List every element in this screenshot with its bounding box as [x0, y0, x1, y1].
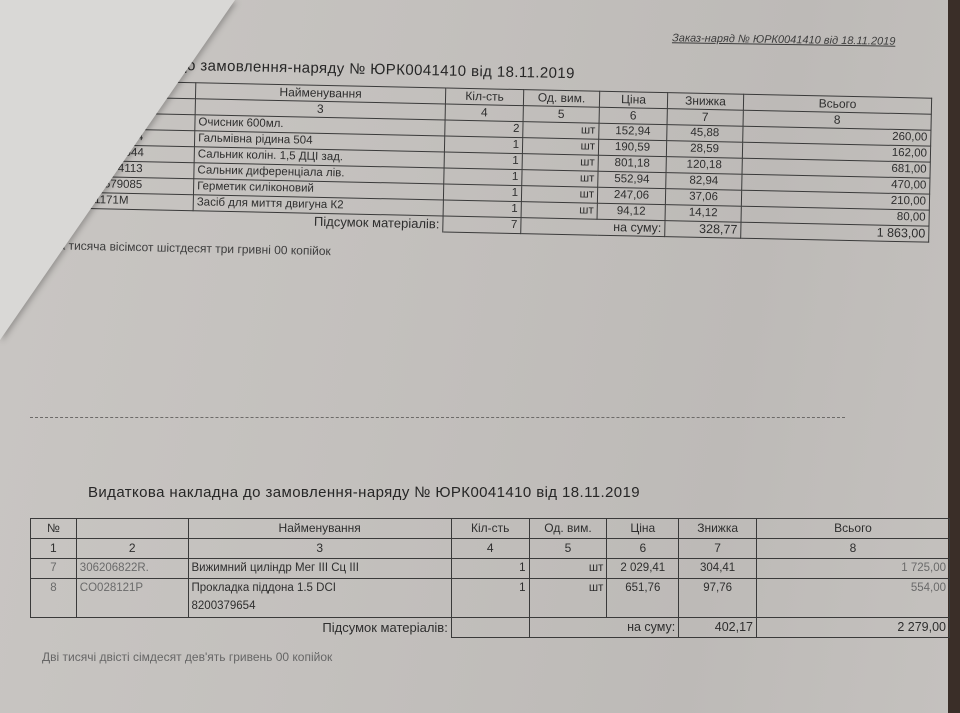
row-discount: 304,41 [679, 559, 757, 579]
lower-invoice-table [30, 518, 950, 638]
header-name: Найменування [188, 519, 451, 539]
row-qty: 1 [444, 152, 522, 170]
row-unit: шт [529, 559, 607, 579]
row-name: Герметик силіконовий [193, 179, 443, 200]
row-price: 190,59 [598, 139, 666, 156]
row-no: 3 [38, 143, 76, 160]
row-code: CO028121P [76, 579, 188, 618]
col-num: 8 [743, 110, 931, 130]
row-code: 61170914 [77, 112, 195, 130]
row-unit: шт [521, 186, 597, 204]
row-name: Гальмівна рідина 504 [194, 131, 444, 152]
row-price: 2 029,41 [607, 559, 679, 579]
header-code [76, 519, 188, 539]
header-discount: Знижка [667, 93, 743, 111]
row-no: 5 [37, 175, 75, 192]
row-qty: 2 [445, 120, 523, 138]
row-discount: 45,88 [667, 125, 743, 143]
row-name: Засіб для миття двигуна К2 [193, 195, 443, 216]
row-total: 470,00 [742, 174, 930, 194]
row-discount: 82,94 [666, 173, 742, 191]
summary-total: 1 863,00 [741, 222, 929, 242]
row-name: Вижимний циліндр Мег III Сц III [188, 559, 451, 579]
col-num: 1 [31, 539, 77, 559]
row-name-line2: 8200379654 [191, 600, 256, 612]
row-unit: шт [521, 202, 597, 220]
lower-invoice-title: Видаткова накладна до замовлення-наряду № ЮРК0041410 від 18.11.2019 [88, 484, 640, 501]
header-cat-no: № кат. [40, 80, 196, 99]
summary-row [31, 618, 950, 638]
row-unit: шт [522, 154, 598, 172]
col-num: 7 [667, 109, 743, 127]
summary-qty: 7 [443, 216, 521, 234]
row-no: 2 [38, 127, 76, 144]
row-unit: шт [529, 579, 607, 618]
row-name: Сальник диференціала лів. [194, 163, 444, 184]
summary-sum-label: на суму: [521, 218, 665, 237]
table-header-row [31, 519, 950, 539]
header-unit: Од. вим. [529, 519, 607, 539]
header-price: Ціна [607, 519, 679, 539]
row-qty: 1 [444, 136, 522, 154]
row-no: 4 [38, 159, 76, 176]
row-discount: 14,12 [665, 205, 741, 223]
upper-invoice-title: ткова накладна до замовлення-наряду № ЮРК0041410 від 18.11.2019 [59, 54, 575, 83]
table-row [31, 559, 950, 579]
lower-invoice [30, 484, 950, 664]
row-unit: шт [523, 122, 599, 140]
row-code: 7701473544 [76, 144, 194, 162]
col-num: 2 [39, 96, 195, 115]
col-num: 6 [599, 107, 667, 124]
table-row [31, 579, 950, 618]
row-discount: 28,59 [666, 141, 742, 159]
row-name-line1: Прокладка піддона 1.5 DCI [191, 582, 336, 594]
row-code: 306206822R. [76, 559, 188, 579]
summary-label: Підсумок матеріалів: [37, 207, 443, 231]
row-qty: 1 [444, 168, 522, 186]
row-name: Сальник колін. 1,5 ДЦІ зад. [194, 147, 444, 168]
col-num: 7 [679, 539, 757, 559]
row-qty: 1 [451, 579, 529, 618]
row-code: 7711575504 [76, 128, 194, 146]
col-num: 8 [757, 539, 950, 559]
row-total: 80,00 [741, 206, 929, 226]
row-price: 801,18 [598, 155, 666, 172]
row-total: 260,00 [743, 126, 931, 146]
col-num: 5 [523, 106, 599, 124]
row-qty: 1 [443, 184, 521, 202]
row-qty: 1 [451, 559, 529, 579]
row-code: EK1171M [75, 192, 193, 210]
col-num: 4 [445, 104, 523, 122]
summary-discount: 402,17 [679, 618, 757, 638]
row-total: 162,00 [742, 142, 930, 162]
row-price: 552,94 [598, 171, 666, 188]
row-total: 210,00 [741, 190, 929, 210]
amount-in-words: Дві тисячі двісті сімдесят дев'ять гривень 00 копійок [42, 650, 333, 664]
summary-sum-label: на суму: [529, 618, 679, 638]
order-reference: Заказ-наряд № ЮРК0041410 від 18.11.2019 [671, 32, 896, 48]
cut-line-divider [30, 417, 845, 418]
row-name [188, 579, 451, 618]
col-num: 3 [188, 539, 451, 559]
header-total: Всього [757, 519, 950, 539]
header-qty: Кіл-сть [451, 519, 529, 539]
row-code: 7711579085 [75, 176, 193, 194]
row-price: 247,06 [597, 187, 665, 204]
row-name: Очисник 600мл. [195, 115, 445, 136]
col-num: 2 [76, 539, 188, 559]
row-discount: 120,18 [666, 157, 742, 175]
row-code: 8200884113 [76, 160, 194, 178]
header-name: Найменування [195, 83, 445, 104]
summary-discount: 328,77 [665, 221, 741, 239]
row-price: 94,12 [597, 203, 665, 220]
folded-page-corner [0, 0, 235, 340]
row-price: 651,76 [607, 579, 679, 618]
row-price: 152,94 [599, 123, 667, 140]
col-num: 4 [451, 539, 529, 559]
header-no: № [31, 519, 77, 539]
col-num: 3 [195, 99, 445, 120]
col-num: 6 [607, 539, 679, 559]
column-number-row [31, 539, 950, 559]
amount-in-words: Одна тисяча вісімсот шістдесят три гривні 00 копійок [35, 237, 331, 259]
row-discount: 97,76 [679, 579, 757, 618]
header-price: Ціна [599, 91, 667, 108]
header-unit: Од. вим. [523, 90, 599, 108]
row-discount: 37,06 [665, 189, 741, 207]
header-total: Всього [743, 94, 931, 114]
header-discount: Знижка [679, 519, 757, 539]
row-no: 7 [31, 559, 77, 579]
row-unit: шт [522, 170, 598, 188]
header-qty: Кіл-сть [445, 88, 523, 106]
row-qty: 1 [443, 200, 521, 218]
row-total: 1 725,00 [757, 559, 950, 579]
summary-label: Підсумок матеріалів: [31, 618, 452, 638]
row-total: 681,00 [742, 158, 930, 178]
row-total: 554,00 [757, 579, 950, 618]
row-no: 6 [37, 191, 75, 208]
col-num: 5 [529, 539, 607, 559]
summary-total: 2 279,00 [757, 618, 950, 638]
summary-qty [451, 618, 529, 638]
row-unit: шт [522, 138, 598, 156]
row-no: 8 [31, 579, 77, 618]
